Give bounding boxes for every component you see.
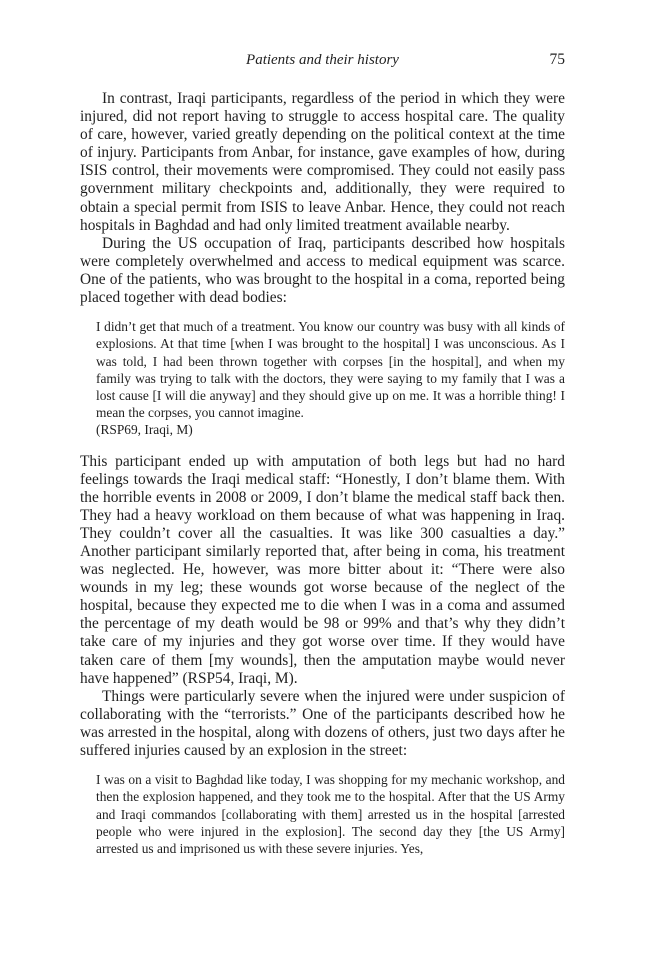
block-quote bbox=[96, 318, 565, 438]
quote-text: I was on a visit to Baghdad like today, I was shopping for my mechanic workshop, and then the explosion happened, and they took me to the hospital. After that the US Army and Iraqi commandos [collaborating with them] arrested us in the hospital [arrested people who were injured in the explosion]. The second day they [the US Army] arrested us and imprisoned us with these severe injuries. Yes, bbox=[96, 772, 565, 856]
body-paragraph: This participant ended up with amputation of both legs but had no hard feelings towards the Iraqi medical staff: “Honestly, I don’t blame them. With the horrible events in 2008 or 2009, I don’t blame the medical staff back then. They had a heavy workload on them because of what was happening in Iraq. They couldn’t cover all the casualties. It was like 300 casualties a day.” Another participant similarly reported that, after being in coma, his treatment was neglected. He, however, was more bitter about it: “There were also wounds in my leg; these wounds got worse because of the neglect of the hospital, because they expected me to die when I was in a coma and assumed the percentage of my death would be 98 or 99% and that’s why they didn’t take care of my injuries and they got worse over time. If they would have taken care of them [my wounds], then the amputation maybe would never have happened” (RSP54, Iraqi, M). bbox=[80, 452, 565, 687]
body-paragraph: During the US occupation of Iraq, participants described how hospitals were completely overwhelmed and access to medical equipment was scarce. One of the patients, who was brought to the hospital in a coma, reported being placed together with dead bodies: bbox=[80, 234, 565, 307]
page-body bbox=[80, 90, 565, 871]
block-quote bbox=[96, 771, 565, 857]
body-paragraph: In contrast, Iraqi participants, regardless of the period in which they were injured, did not report having to struggle to access hospital care. The quality of care, however, varied greatly depending on the political context at the time of injury. Participants from Anbar, for instance, gave examples of how, during ISIS control, their movements were compromised. They could not easily pass government military checkpoints and, additionally, they were required to obtain a special permit from ISIS to leave Anbar. Hence, they could not reach hospitals in Baghdad and had only limited treatment available nearby. bbox=[80, 90, 565, 234]
page-number: 75 bbox=[549, 51, 565, 68]
body-paragraph: Things were particularly severe when the injured were under suspicion of collaborating with the “terrorists.” One of the participants described how he was arrested in the hospital, along with dozens of others, just two days after he suffered injuries caused by an explosion in the street: bbox=[80, 687, 565, 760]
running-header bbox=[80, 50, 565, 70]
quote-text: I didn’t get that much of a treatment. You know our country was busy with all kinds of explosions. At that time [when I was brought to the hospital] I was unconscious. As I was told, I had been thrown together with corpses [in the hospital], and when my family was trying to talk with the doctors, they were saying to my family that I was a lost cause [I will die anyway] and they should give up on me. It was a horrible thing! I mean the corpses, you cannot imagine. bbox=[96, 319, 565, 421]
running-title: Patients and their history bbox=[246, 52, 399, 68]
quote-citation: (RSP69, Iraqi, M) bbox=[96, 422, 193, 438]
